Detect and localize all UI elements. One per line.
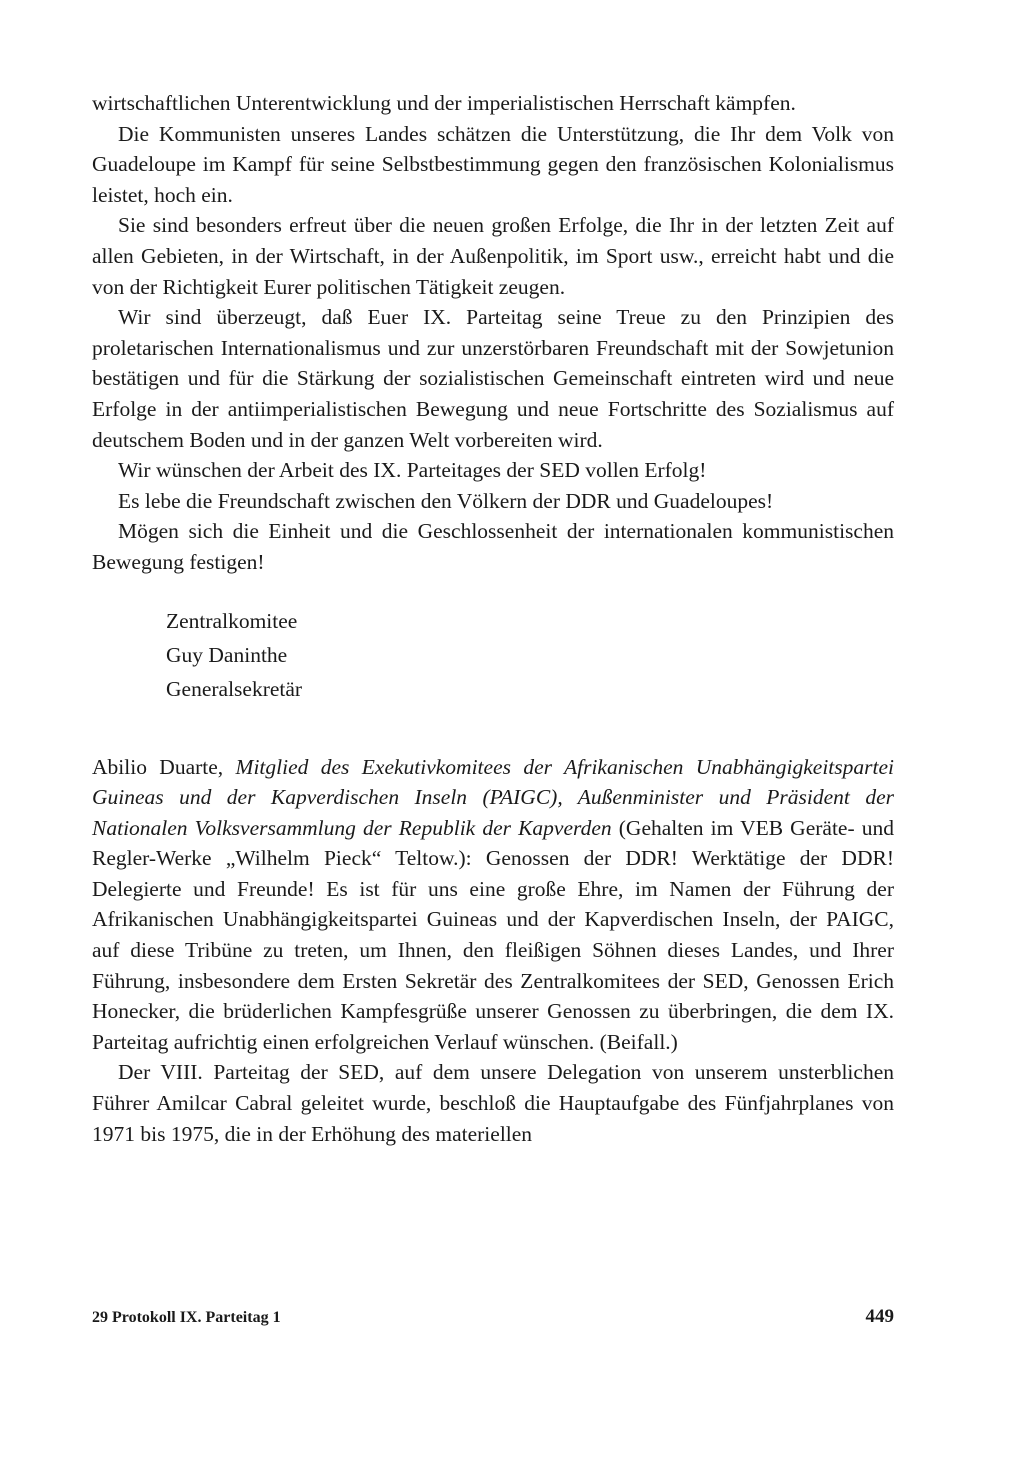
paragraph-conviction: Wir sind überzeugt, daß Euer IX. Parteitag seine Treue zu den Prinzipien des proletarischen Internationalismus und zur unzerstörbaren Freundschaft mit der Sowjetunion bestätigen und für die Stärkung der sozialistischen Gemeinschaft eintreten wird und neue Erfolge in der antiimperialistischen Bewegung und neue Fortschritte des Sozialismus auf deutschem Boden und in der ganzen Welt vorbereiten wird. (92, 305, 894, 452)
speaker-name: Abilio Duarte, (92, 754, 224, 779)
speech-block (92, 752, 894, 1150)
signature-line-title: Generalsekretär (166, 676, 303, 701)
speech-paragraph-congress: Der VIII. Parteitag der SED, auf dem unsere Delegation von unserem unsterblichen Führer Amilcar Cabral geleitet wurde, beschloß die Hauptaufgabe des Fünfjahrplanes von 1971 bis 1975, die in der Erhöhung des materiellen (92, 1060, 894, 1146)
speaker-role: Mitglied des Exekutivkomitees der Afrikanischen Unabhängigkeitspartei Guineas und der Kapverdischen Inseln (PAIGC), Außenminister und Präsident der Nationalen Volksversammlung der Republik der Kapverden (92, 754, 894, 840)
speech-paragraph-intro (92, 752, 894, 1058)
page-footer (92, 1306, 894, 1328)
paragraph-wish: Wir wünschen der Arbeit des IX. Parteitages der SED vollen Erfolg! (118, 458, 707, 483)
paragraph-support: Die Kommunisten unseres Landes schätzen die Unterstützung, die Ihr dem Volk von Guadeloupe im Kampf für seine Selbstbestimmung gegen den französischen Kolonialismus leistet, hoch ein. (92, 121, 894, 207)
paragraph-unity: Mögen sich die Einheit und die Geschlossenheit der internationalen kommunistischen Bewegung festigen! (92, 519, 894, 574)
signature-line-committee: Zentralkomitee (166, 608, 298, 633)
speech-intro-text: (Gehalten im VEB Geräte- und Regler-Werke „Wilhelm Pieck“ Teltow.): Genossen der DDR! Werktätige der DDR! Delegierte und Freunde! Es ist für uns eine große Ehre, im Namen der Führung der Afrikanischen Unabhängigkeitspartei Guineas und der Kapverdischen Inseln, der PAIGC, auf diese Tribüne zu treten, um Ihnen, den fleißigen Söhnen dieses Landes, und Ihrer Führung, insbesondere dem Ersten Sekretär des Zentralkomitees der SED, Genossen Erich Honecker, die brüderlichen Kampfesgrüße unserer Genossen zu überbringen, die dem IX. Parteitag aufrichtig einen erfolgreichen Verlauf wünschen. (Beifall.) (92, 815, 894, 1054)
signature-line-name: Guy Daninthe (166, 642, 288, 667)
signature-mark: 29 Protokoll IX. Parteitag 1 (92, 1309, 281, 1326)
page-number: 449 (865, 1306, 894, 1327)
paragraph-friendship: Es lebe die Freundschaft zwischen den Völkern der DDR und Guadeloupes! (118, 488, 774, 513)
paragraph-continuation: wirtschaftlichen Unterentwicklung und der imperialistischen Herrschaft kämpfen. (92, 91, 796, 115)
signature-block (92, 604, 894, 706)
letter-block (92, 88, 894, 578)
page-body (92, 88, 894, 1149)
paragraph-success: Sie sind besonders erfreut über die neuen großen Erfolge, die Ihr in der letzten Zeit auf allen Gebieten, in der Wirtschaft, in der Außenpolitik, im Sport usw., erreicht habt und die von der Richtigkeit Eurer politischen Tätigkeit zeugen. (92, 213, 894, 299)
